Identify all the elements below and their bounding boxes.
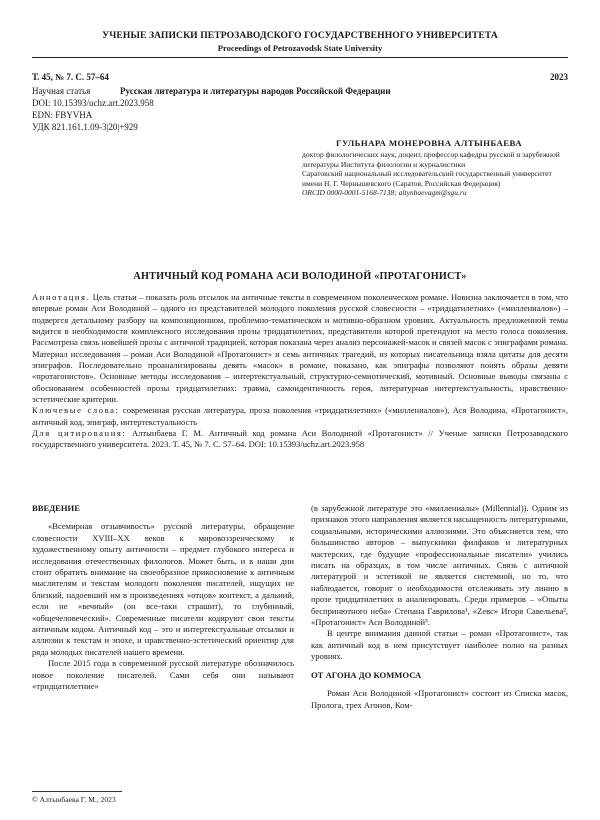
agon-paragraph-1: Роман Аси Володиной «Протагонист» состоит из Списка масок, Пролога, трех Агонов, Ком- bbox=[311, 688, 568, 710]
author-name: ГУЛЬНАРА МОНЕРОВНА АЛТЫНБАЕВА bbox=[336, 138, 522, 148]
abstract-text: Цель статьи – показать роль отсылок на античные тексты в современном поколенческом романе. Новизна заключается в том, что впервые роман Аси Володиной – одного из представителей молодого поколения русской словесности – «тридцатилетних» («миллениалов») – подвергся детальному разбору на композиционном, проблемно-тематическом и мотивно-образном уровнях. Актуальность предложенной темы видится в необходимости комплексного исследования прозы тридцатилетних, представители которой претендуют на место голоса поколения. Рассмотрена связь новейшей прозы с античной традицией, которая показана через анализ персонажей-масок и связей масок с эпиграфами романа. Материал исследования – роман Аси Володиной «Протагонист» и семь античных трагедий, из которых писательница взяла цитаты для десяти эпиграфов. Последовательно проанализированы девять «масок» в романе, показано, как эпиграфы позволяют понять образы девяти «протагонистов». Основные методы исследования – интертекстуальный, структурно-семиотический, мотивный. Основные выводы связаны с обоснованием особенностей прозы тридцатилетних: травма, самоидентичность героя, литературная интертекстуальность, нравственно-эстетические критерии. bbox=[32, 292, 569, 405]
header-divider bbox=[32, 57, 568, 58]
author-position: доктор филологических наук, доцент, профессор кафедры русской и зарубежной литературы Института филологии и журналистики bbox=[302, 150, 560, 169]
left-column bbox=[32, 503, 294, 693]
intro-paragraph-1: «Всемирная отзывчивость» русской литературы, обращение словесности XVIII–XX веков к мировоззренческому и художественному опыту античности – предмет глубокого интереса и исследования отечественных филологов. Может быть, и в наши дни стоит обратить внимание на своеобразное прикосновение к античным мыслителям и текстам молодого поколения писателей, ищущих не близкий, надоевший им в произведениях «отцов» контекст, а дальний, если не «вечный» (он все-таки страшит), то глубинный, «общечеловеческий». Современные писатели кодируют свои тексты античным кодом. Античный код – это и интертекстуальные отсылки и аллюзии к текстам и эпохе, и нравственно-эстетический ориентир для ряда молодых писателей нашего времени. bbox=[32, 521, 294, 657]
abstract bbox=[32, 292, 568, 405]
journal-subtitle: Proceedings of Petrozavodsk State University bbox=[217, 43, 383, 53]
citation-text: Алтынбаева Г. М. Античный код романа Аси Володиной «Протагонист» // Ученые записки Петрозаводского государственного университета. 2023. Т. 45, № 7. С. 57–64. DOI: 10.15393/uchz.art.2023.958 bbox=[32, 428, 569, 450]
copyright: © Алтынбаева Г. М., 2023 bbox=[32, 795, 116, 804]
abstract-label: Аннотация. bbox=[32, 292, 91, 302]
journal-title: УЧЕНЫЕ ЗАПИСКИ ПЕТРОЗАВОДСКОГО ГОСУДАРСТВЕННОГО УНИВЕРСИТЕТА bbox=[102, 30, 498, 41]
agon-heading: ОТ АГОНА ДО КОММОСА bbox=[311, 669, 422, 680]
keywords-text: современная русская литература, проза поколения «тридцатилетних» («миллениалов»), Ася Володина, «Протагонист», античный код, эпиграф, интертекстуальность bbox=[32, 405, 568, 427]
article-type: Научная статья bbox=[32, 86, 91, 96]
keywords bbox=[32, 405, 568, 428]
intro-heading: ВВЕДЕНИЕ bbox=[32, 503, 80, 513]
volume-pages: Т. 45, № 7. С. 57–64 bbox=[32, 72, 109, 82]
abstract-block bbox=[32, 292, 568, 451]
author-affiliation bbox=[302, 150, 570, 198]
article-title: АНТИЧНЫЙ КОД РОМАНА АСИ ВОЛОДИНОЙ «ПРОТАГОНИСТ» bbox=[133, 271, 467, 282]
right-column bbox=[311, 503, 568, 711]
intro-paragraph-2: После 2015 года в современной русской литературе обозначилось новое поколение писателей. Сами себя они называют «тридцатилетние» bbox=[32, 658, 294, 692]
citation-label: Для цитирования: bbox=[32, 428, 127, 439]
footer-divider bbox=[32, 791, 122, 792]
doi: DOI: 10.15393/uchz.art.2023.958 bbox=[32, 98, 154, 108]
right-paragraph-2: В центре внимания данной статьи – роман «Протагонист», так как античный код в нем присутствует наиболее полно на разных уровнях. bbox=[311, 628, 568, 662]
keywords-label: Ключевые слова: bbox=[32, 405, 120, 416]
citation bbox=[32, 428, 568, 451]
right-paragraph-1: (в зарубежной литературе это «миллениалы» (Millennial)). Одним из признаков этого направления является насыщенность литературными, социальными, историческими аллюзиями. Это объясняется тем, что большинство авторов – выпускники филфаков и литературных мастерских, где будущие «профессиональные писатели» учились писать на образцах, в том числе античных. Связь с античной литературой и эстетикой не является системной, но то, что наблюдается, говорит о необходимости отслеживать эту линию в прозе тридцатилетних и анализировать. Среди примеров – «Опыты беспринютного неба» Степана Гаврилова¹, «Zeвс» Игоря Савельева², «Протагонист» Аси Володиной³. bbox=[311, 503, 568, 628]
year: 2023 bbox=[550, 72, 568, 82]
author-contact: ORCID 0000-0001-5168-7138; altynbaevagm@sgu.ru bbox=[302, 188, 467, 198]
udk: УДК 821.161.1.09-3|20|+929 bbox=[32, 122, 138, 132]
edn: EDN: FBYVHA bbox=[32, 110, 93, 120]
author-university: Саратовский национальный исследовательский государственный университет имени Н. Г. Чернышевского (Саратов, Российская Федерация) bbox=[302, 169, 552, 188]
section-name: Русская литература и литературы народов Российской Федерации bbox=[120, 86, 391, 96]
